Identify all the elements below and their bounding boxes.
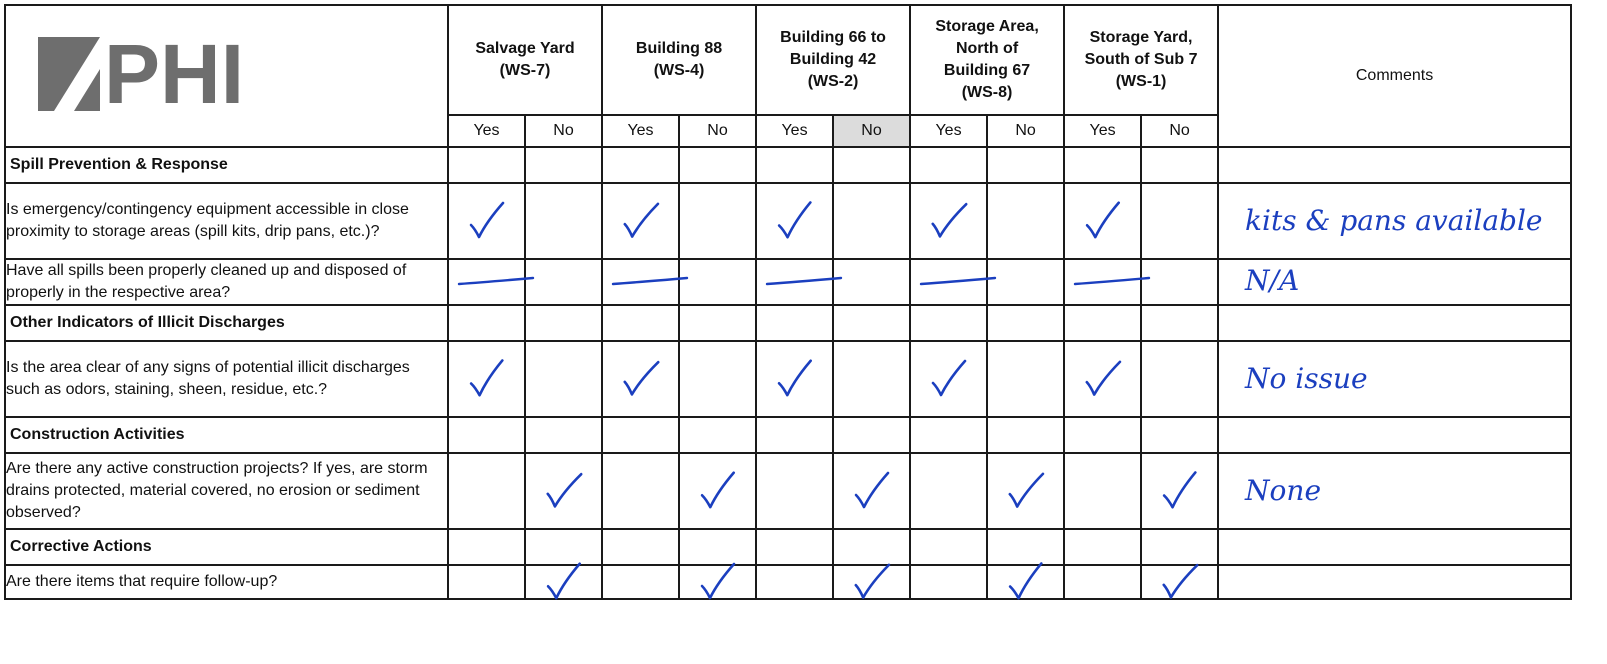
- location-line: (WS-7): [499, 62, 551, 79]
- location-line: (WS-2): [807, 73, 859, 90]
- empty-cell: [1218, 529, 1571, 565]
- section-title: Corrective Actions: [5, 529, 448, 565]
- yes-answer-cell[interactable]: [756, 183, 833, 259]
- dash-mark-icon: [919, 272, 997, 292]
- question-text: Is emergency/contingency equipment accessible in close proximity to storage areas (spill kits, drip pans, etc.)?: [5, 183, 448, 259]
- no-column-header: No: [1141, 115, 1218, 147]
- no-answer-cell[interactable]: [525, 453, 602, 529]
- question-row: [5, 565, 1571, 599]
- empty-cell: [602, 147, 679, 183]
- location-line: Building 88: [635, 40, 723, 57]
- location-line: Building 67: [943, 62, 1031, 79]
- checkmark-icon: [927, 357, 971, 401]
- empty-cell: [1141, 417, 1218, 453]
- empty-cell: [525, 147, 602, 183]
- location-line: Salvage Yard: [475, 40, 575, 57]
- empty-cell: [1218, 305, 1571, 341]
- question-text: Are there items that require follow-up?: [5, 565, 448, 599]
- comment-cell[interactable]: [1218, 565, 1571, 599]
- checkmark-icon: [1079, 356, 1125, 402]
- empty-cell: [1141, 147, 1218, 183]
- checkmark-icon: [695, 469, 740, 514]
- section-title: Construction Activities: [5, 417, 448, 453]
- question-row: [5, 183, 1571, 259]
- no-answer-cell[interactable]: [833, 453, 910, 529]
- yes-answer-cell[interactable]: [910, 341, 987, 417]
- location-header: [1064, 5, 1218, 115]
- no-answer-cell[interactable]: [987, 259, 1064, 305]
- checkmark-icon: [925, 198, 972, 245]
- yes-answer-cell[interactable]: [602, 341, 679, 417]
- section-row: [5, 417, 1571, 453]
- no-answer-cell[interactable]: [525, 259, 602, 305]
- no-answer-cell[interactable]: [1141, 453, 1218, 529]
- location-line: Building 42: [789, 51, 877, 68]
- empty-cell: [679, 417, 756, 453]
- location-line: (WS-8): [961, 84, 1013, 101]
- checkmark-icon: [617, 198, 663, 244]
- logo-text: PHI: [104, 29, 245, 119]
- checkmark-icon: [1002, 468, 1048, 514]
- no-column-header: No: [679, 115, 756, 147]
- location-header: [448, 5, 602, 115]
- checkmark-icon: [1003, 559, 1049, 605]
- section-row: [5, 147, 1571, 183]
- empty-cell: [987, 417, 1064, 453]
- handwritten-comment: kits & pans available: [1245, 204, 1543, 237]
- empty-cell: [1064, 305, 1141, 341]
- dash-mark-icon: [457, 272, 535, 292]
- empty-cell: [756, 417, 833, 453]
- checkmark-icon: [1080, 199, 1125, 244]
- inspection-table: [4, 4, 1572, 600]
- empty-cell: [910, 147, 987, 183]
- yes-answer-cell[interactable]: [756, 453, 833, 529]
- location-line: Storage Yard,: [1089, 29, 1193, 46]
- yes-answer-cell[interactable]: [602, 453, 679, 529]
- empty-cell: [448, 417, 525, 453]
- no-answer-cell[interactable]: [987, 341, 1064, 417]
- section-title: Other Indicators of Illicit Discharges: [5, 305, 448, 341]
- empty-cell: [448, 147, 525, 183]
- empty-cell: [833, 147, 910, 183]
- yes-answer-cell[interactable]: [1064, 565, 1141, 599]
- no-answer-cell[interactable]: [833, 565, 910, 599]
- location-line: (WS-4): [653, 62, 705, 79]
- empty-cell: [1064, 417, 1141, 453]
- location-line: South of Sub 7: [1084, 51, 1198, 68]
- no-answer-cell[interactable]: [987, 453, 1064, 529]
- no-answer-cell[interactable]: [1141, 259, 1218, 305]
- yes-answer-cell[interactable]: [910, 183, 987, 259]
- no-column-header: No: [833, 115, 910, 147]
- checkmark-icon: [1157, 468, 1203, 514]
- no-answer-cell[interactable]: [1141, 565, 1218, 599]
- checkmark-icon: [696, 560, 740, 604]
- checkmark-icon: [465, 199, 509, 243]
- yes-answer-cell[interactable]: [910, 259, 987, 305]
- dash-mark-icon: [765, 272, 843, 292]
- no-answer-cell[interactable]: [1141, 183, 1218, 259]
- yes-answer-cell[interactable]: [602, 259, 679, 305]
- location-line: Storage Area,: [935, 18, 1039, 35]
- question-row: [5, 341, 1571, 417]
- section-title: Spill Prevention & Response: [5, 147, 448, 183]
- yes-column-header: Yes: [602, 115, 679, 147]
- yes-answer-cell[interactable]: [1064, 183, 1141, 259]
- question-text: Are there any active construction projects? If yes, are storm drains protected, material covered, no erosion or sediment observed?: [5, 453, 448, 529]
- no-answer-cell[interactable]: [679, 259, 756, 305]
- no-answer-cell[interactable]: [679, 183, 756, 259]
- comment-cell[interactable]: [1218, 341, 1571, 417]
- handwritten-comment: No issue: [1245, 362, 1368, 395]
- yes-answer-cell[interactable]: [910, 453, 987, 529]
- empty-cell: [679, 305, 756, 341]
- empty-cell: [602, 417, 679, 453]
- empty-cell: [910, 305, 987, 341]
- yes-answer-cell[interactable]: [910, 565, 987, 599]
- yes-column-header: Yes: [756, 115, 833, 147]
- no-answer-cell[interactable]: [679, 453, 756, 529]
- yes-column-header: Yes: [448, 115, 525, 147]
- empty-cell: [756, 305, 833, 341]
- no-answer-cell[interactable]: [525, 341, 602, 417]
- no-answer-cell[interactable]: [987, 183, 1064, 259]
- yes-answer-cell[interactable]: [1064, 259, 1141, 305]
- no-answer-cell[interactable]: [679, 565, 756, 599]
- logo-mark-icon: [34, 29, 264, 119]
- empty-cell: [1141, 305, 1218, 341]
- handwritten-comment: None: [1245, 474, 1322, 507]
- yes-column-header: Yes: [910, 115, 987, 147]
- yes-column-header: Yes: [1064, 115, 1141, 147]
- checkmark-icon: [1156, 559, 1203, 606]
- empty-cell: [525, 305, 602, 341]
- comments-header: Comments: [1218, 5, 1571, 147]
- yes-answer-cell[interactable]: [448, 259, 525, 305]
- empty-cell: [1064, 147, 1141, 183]
- comment-cell[interactable]: [1218, 453, 1571, 529]
- question-row: [5, 453, 1571, 529]
- yes-answer-cell[interactable]: [756, 341, 833, 417]
- section-row: [5, 529, 1571, 565]
- empty-cell: [679, 147, 756, 183]
- no-answer-cell[interactable]: [833, 183, 910, 259]
- comment-cell[interactable]: [1218, 259, 1571, 305]
- empty-cell: [602, 305, 679, 341]
- no-answer-cell[interactable]: [525, 183, 602, 259]
- question-row: [5, 259, 1571, 305]
- yes-answer-cell[interactable]: [756, 259, 833, 305]
- no-answer-cell[interactable]: [1141, 341, 1218, 417]
- yes-answer-cell[interactable]: [602, 565, 679, 599]
- checkmark-icon: [848, 559, 894, 605]
- checkmark-icon: [541, 560, 586, 605]
- yes-answer-cell[interactable]: [448, 341, 525, 417]
- empty-cell: [910, 529, 987, 565]
- empty-cell: [448, 529, 525, 565]
- empty-cell: [1218, 147, 1571, 183]
- no-answer-cell[interactable]: [833, 259, 910, 305]
- empty-cell: [756, 529, 833, 565]
- yes-answer-cell[interactable]: [448, 183, 525, 259]
- empty-cell: [602, 529, 679, 565]
- location-header: [910, 5, 1064, 115]
- question-text: Have all spills been properly cleaned up and disposed of properly in the respective area?: [5, 259, 448, 305]
- no-answer-cell[interactable]: [679, 341, 756, 417]
- location-line: North of: [955, 40, 1019, 57]
- checkmark-icon: [464, 356, 510, 402]
- empty-cell: [756, 147, 833, 183]
- checkmark-icon: [772, 357, 817, 402]
- empty-cell: [525, 417, 602, 453]
- yes-answer-cell[interactable]: [448, 453, 525, 529]
- yes-answer-cell[interactable]: [602, 183, 679, 259]
- location-header: [602, 5, 756, 115]
- checkmark-icon: [617, 356, 664, 403]
- location-line: Building 66 to: [780, 29, 886, 46]
- question-text: Is the area clear of any signs of potential illicit discharges such as odors, staining, sheen, residue, etc.?: [5, 341, 448, 417]
- checkmark-icon: [850, 469, 894, 513]
- comment-cell[interactable]: [1218, 183, 1571, 259]
- handwritten-comment: N/A: [1245, 264, 1300, 297]
- no-answer-cell[interactable]: [525, 565, 602, 599]
- yes-answer-cell[interactable]: [756, 565, 833, 599]
- empty-cell: [1064, 529, 1141, 565]
- empty-cell: [833, 417, 910, 453]
- phi-logo: [6, 15, 446, 137]
- yes-answer-cell[interactable]: [448, 565, 525, 599]
- checkmark-icon: [540, 468, 587, 515]
- empty-cell: [448, 305, 525, 341]
- logo-cell: [5, 5, 448, 147]
- yes-answer-cell[interactable]: [1064, 341, 1141, 417]
- dash-mark-icon: [611, 272, 689, 292]
- empty-cell: [1218, 417, 1571, 453]
- empty-cell: [987, 147, 1064, 183]
- empty-cell: [833, 305, 910, 341]
- no-answer-cell[interactable]: [833, 341, 910, 417]
- dash-mark-icon: [1073, 272, 1151, 292]
- section-row: [5, 305, 1571, 341]
- yes-answer-cell[interactable]: [1064, 453, 1141, 529]
- no-column-header: No: [987, 115, 1064, 147]
- checkmark-icon: [772, 198, 818, 244]
- location-header: [756, 5, 910, 115]
- empty-cell: [910, 417, 987, 453]
- no-column-header: No: [525, 115, 602, 147]
- no-answer-cell[interactable]: [987, 565, 1064, 599]
- location-line: (WS-1): [1115, 73, 1167, 90]
- empty-cell: [987, 305, 1064, 341]
